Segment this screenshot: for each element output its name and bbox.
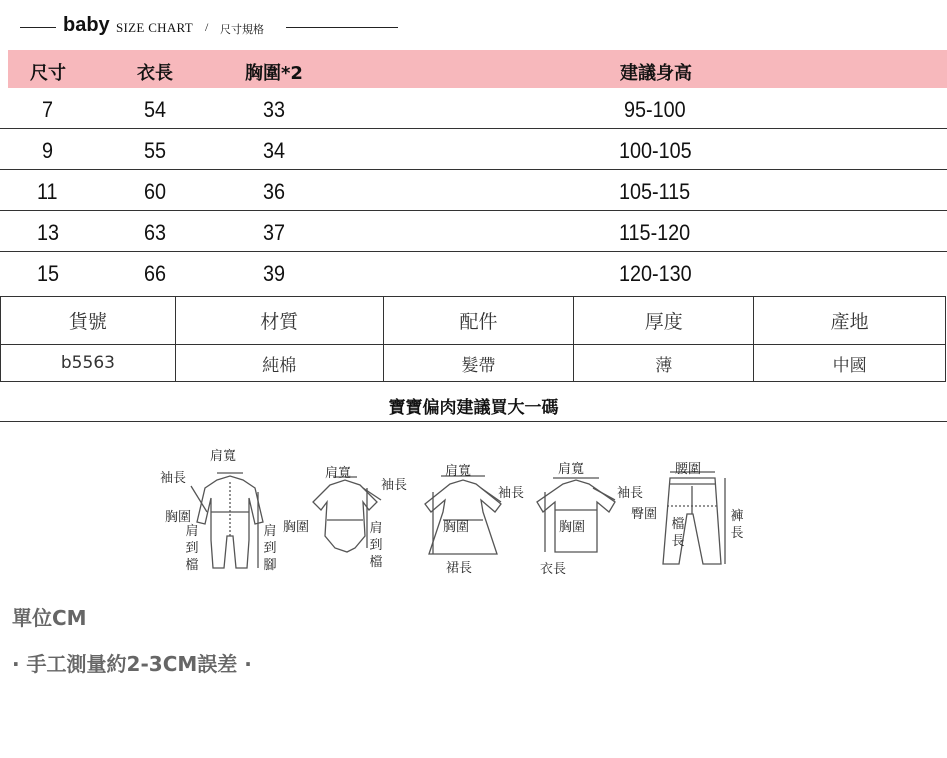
- cell-height: 105-115: [619, 179, 691, 204]
- label-rise: 檔 長: [671, 517, 685, 549]
- table-row: [0, 129, 947, 170]
- table-row: [0, 211, 947, 252]
- tolerance-note: · 手工測量約2-3CM誤差 ·: [12, 652, 252, 676]
- cell-length: 55: [144, 138, 167, 163]
- dress-icon: [425, 476, 501, 554]
- cell-size: 7: [42, 97, 54, 122]
- label-hip: 臀圍: [631, 507, 658, 522]
- label-shoulder-to-crotch: 肩 到 檔: [185, 524, 199, 573]
- label-skirt-length: 裙長: [446, 561, 473, 576]
- info-header-accessory: 配件: [383, 297, 574, 345]
- label-chest: 胸圍: [443, 520, 470, 535]
- table-row: [0, 170, 947, 211]
- label-chest: 胸圍: [559, 520, 586, 535]
- cell-length: 63: [144, 220, 167, 245]
- label-chest: 胸圍: [283, 520, 310, 535]
- label-shoulder-width: 肩寬: [325, 466, 352, 481]
- label-sleeve-length: 袖長: [617, 486, 644, 501]
- header-length: 衣長: [137, 63, 173, 84]
- info-value-material: 純棉: [175, 345, 383, 382]
- header-slash: /: [205, 20, 209, 34]
- cell-size: 15: [37, 261, 60, 286]
- size-chart-header: [0, 10, 420, 42]
- size-advice-text: 寶寶偏肉建議買大一碼: [388, 398, 559, 418]
- info-header-origin: 產地: [754, 297, 946, 345]
- info-value-item-no: b5563: [1, 345, 176, 382]
- cell-length: 66: [144, 261, 167, 286]
- table-row: [0, 252, 947, 293]
- cell-chest: 33: [263, 97, 286, 122]
- label-garment-length: 衣長: [540, 562, 567, 577]
- romper-icon: [191, 473, 263, 568]
- label-sleeve-length: 袖長: [381, 478, 408, 493]
- label-shoulder-width: 肩寬: [210, 449, 237, 464]
- cell-chest: 36: [263, 179, 286, 204]
- table-row: [0, 88, 947, 129]
- info-value-row: [1, 345, 946, 382]
- info-value-thickness: 薄: [574, 345, 754, 382]
- info-header-row: [1, 297, 946, 345]
- info-header-item-no: 貨號: [1, 297, 176, 345]
- label-shoulder-width: 肩寬: [445, 464, 472, 479]
- header-chest: 胸圍*2: [245, 63, 303, 84]
- cell-height: 95-100: [624, 97, 686, 122]
- label-waist: 腰圍: [675, 462, 702, 477]
- size-table-header: [8, 50, 947, 88]
- cell-size: 13: [37, 220, 60, 245]
- cell-length: 54: [144, 97, 167, 122]
- cell-chest: 39: [263, 261, 286, 286]
- header-height: 建議身高: [620, 63, 692, 84]
- cell-chest: 34: [263, 138, 286, 163]
- label-pants-length: 褲 長: [730, 509, 744, 541]
- measurement-diagram: [155, 440, 745, 590]
- header-size: 尺寸: [30, 63, 66, 84]
- label-shoulder-width: 肩寬: [558, 462, 585, 477]
- cell-chest: 37: [263, 220, 286, 245]
- label-shoulder-to-crotch: 肩 到 檔: [369, 521, 383, 570]
- label-shoulder-to-foot: 肩 到 腳: [263, 524, 277, 573]
- unit-note: 單位CM: [12, 606, 87, 630]
- info-header-material: 材質: [175, 297, 383, 345]
- label-sleeve-length: 袖長: [160, 471, 187, 486]
- label-sleeve-length: 袖長: [498, 486, 525, 501]
- shirt-icon: [537, 478, 615, 552]
- size-advice-row: [0, 383, 947, 422]
- cell-height: 100-105: [619, 138, 692, 163]
- cell-length: 60: [144, 179, 167, 204]
- header-line-left: [20, 27, 56, 28]
- cell-size: 9: [42, 138, 54, 163]
- info-value-origin: 中國: [754, 345, 946, 382]
- header-subtitle-cn: 尺寸規格: [220, 23, 264, 36]
- cell-size: 11: [37, 179, 58, 204]
- info-value-accessory: 髮帶: [383, 345, 574, 382]
- cell-height: 120-130: [619, 261, 692, 286]
- label-chest: 胸圍: [165, 510, 192, 525]
- cell-height: 115-120: [619, 220, 691, 245]
- brand-text: baby: [63, 14, 110, 36]
- info-header-thickness: 厚度: [574, 297, 754, 345]
- header-line-right: [286, 27, 398, 28]
- header-subtitle: SIZE CHART: [116, 20, 193, 35]
- product-info-table: [0, 296, 946, 382]
